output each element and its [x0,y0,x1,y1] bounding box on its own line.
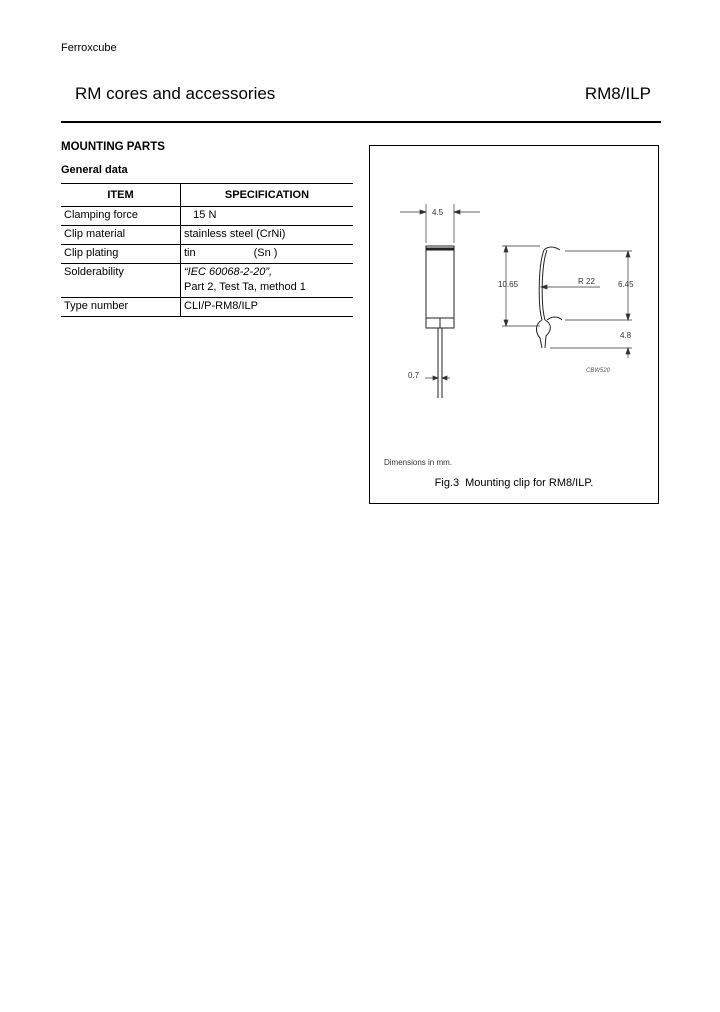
figure-label: Fig.3 [434,477,460,489]
figure-note: Dimensions in mm. [384,458,453,467]
figure-caption [370,477,658,489]
table-row [61,207,353,226]
dim-upper-label: 6.45 [618,280,634,289]
dim-height-label: 10.65 [498,280,519,289]
drawing-code: CBW520 [586,368,611,374]
row-item: Clip plating [61,245,181,264]
dim-lower-label: 4.8 [620,331,632,340]
row-item: Solderability [61,264,181,298]
clip-drawing [370,146,660,505]
row-item: Clip material [61,226,181,245]
row-spec-value: tin [184,247,196,259]
clip-side-view [426,246,454,398]
row-spec-symbol: (Sn ) [253,247,278,259]
table-row [61,264,353,298]
table-row [61,298,353,317]
row-spec-standard: “IEC 60068-2-20”, [184,266,273,278]
clip-front-view [536,247,562,348]
column-header-specification: SPECIFICATION [181,184,354,207]
dim-radius-label: R 22 [578,277,595,286]
row-spec: CLI/P-RM8/ILP [181,298,354,317]
row-spec [181,245,354,264]
row-spec: stainless steel (CrNi) [181,226,354,245]
dim-width-label: 4.5 [432,208,444,217]
section-title: MOUNTING PARTS [61,141,165,153]
section-subtitle: General data [61,164,128,176]
header-rule [61,121,661,123]
product-code: RM8/ILP [584,84,651,103]
dim-pin-label: 0.7 [408,371,420,380]
document-title: RM cores and accessories [75,84,276,103]
figure-caption-text: Mounting clip for RM8/ILP. [465,477,594,489]
row-spec [181,207,354,226]
company-name: Ferroxcube [61,42,117,54]
row-item: Type number [61,298,181,317]
table-row [61,226,353,245]
table-header-row [61,184,353,207]
row-item: Clamping force [61,207,181,226]
general-data-table [61,183,353,317]
row-spec [181,264,354,298]
section-dimensions [550,251,632,358]
row-spec-value: 15 N [193,209,217,221]
figure-frame [369,145,659,504]
row-spec-method: Part 2, Test Ta, method 1 [184,281,306,293]
table-row [61,245,353,264]
column-header-item: ITEM [61,184,181,207]
